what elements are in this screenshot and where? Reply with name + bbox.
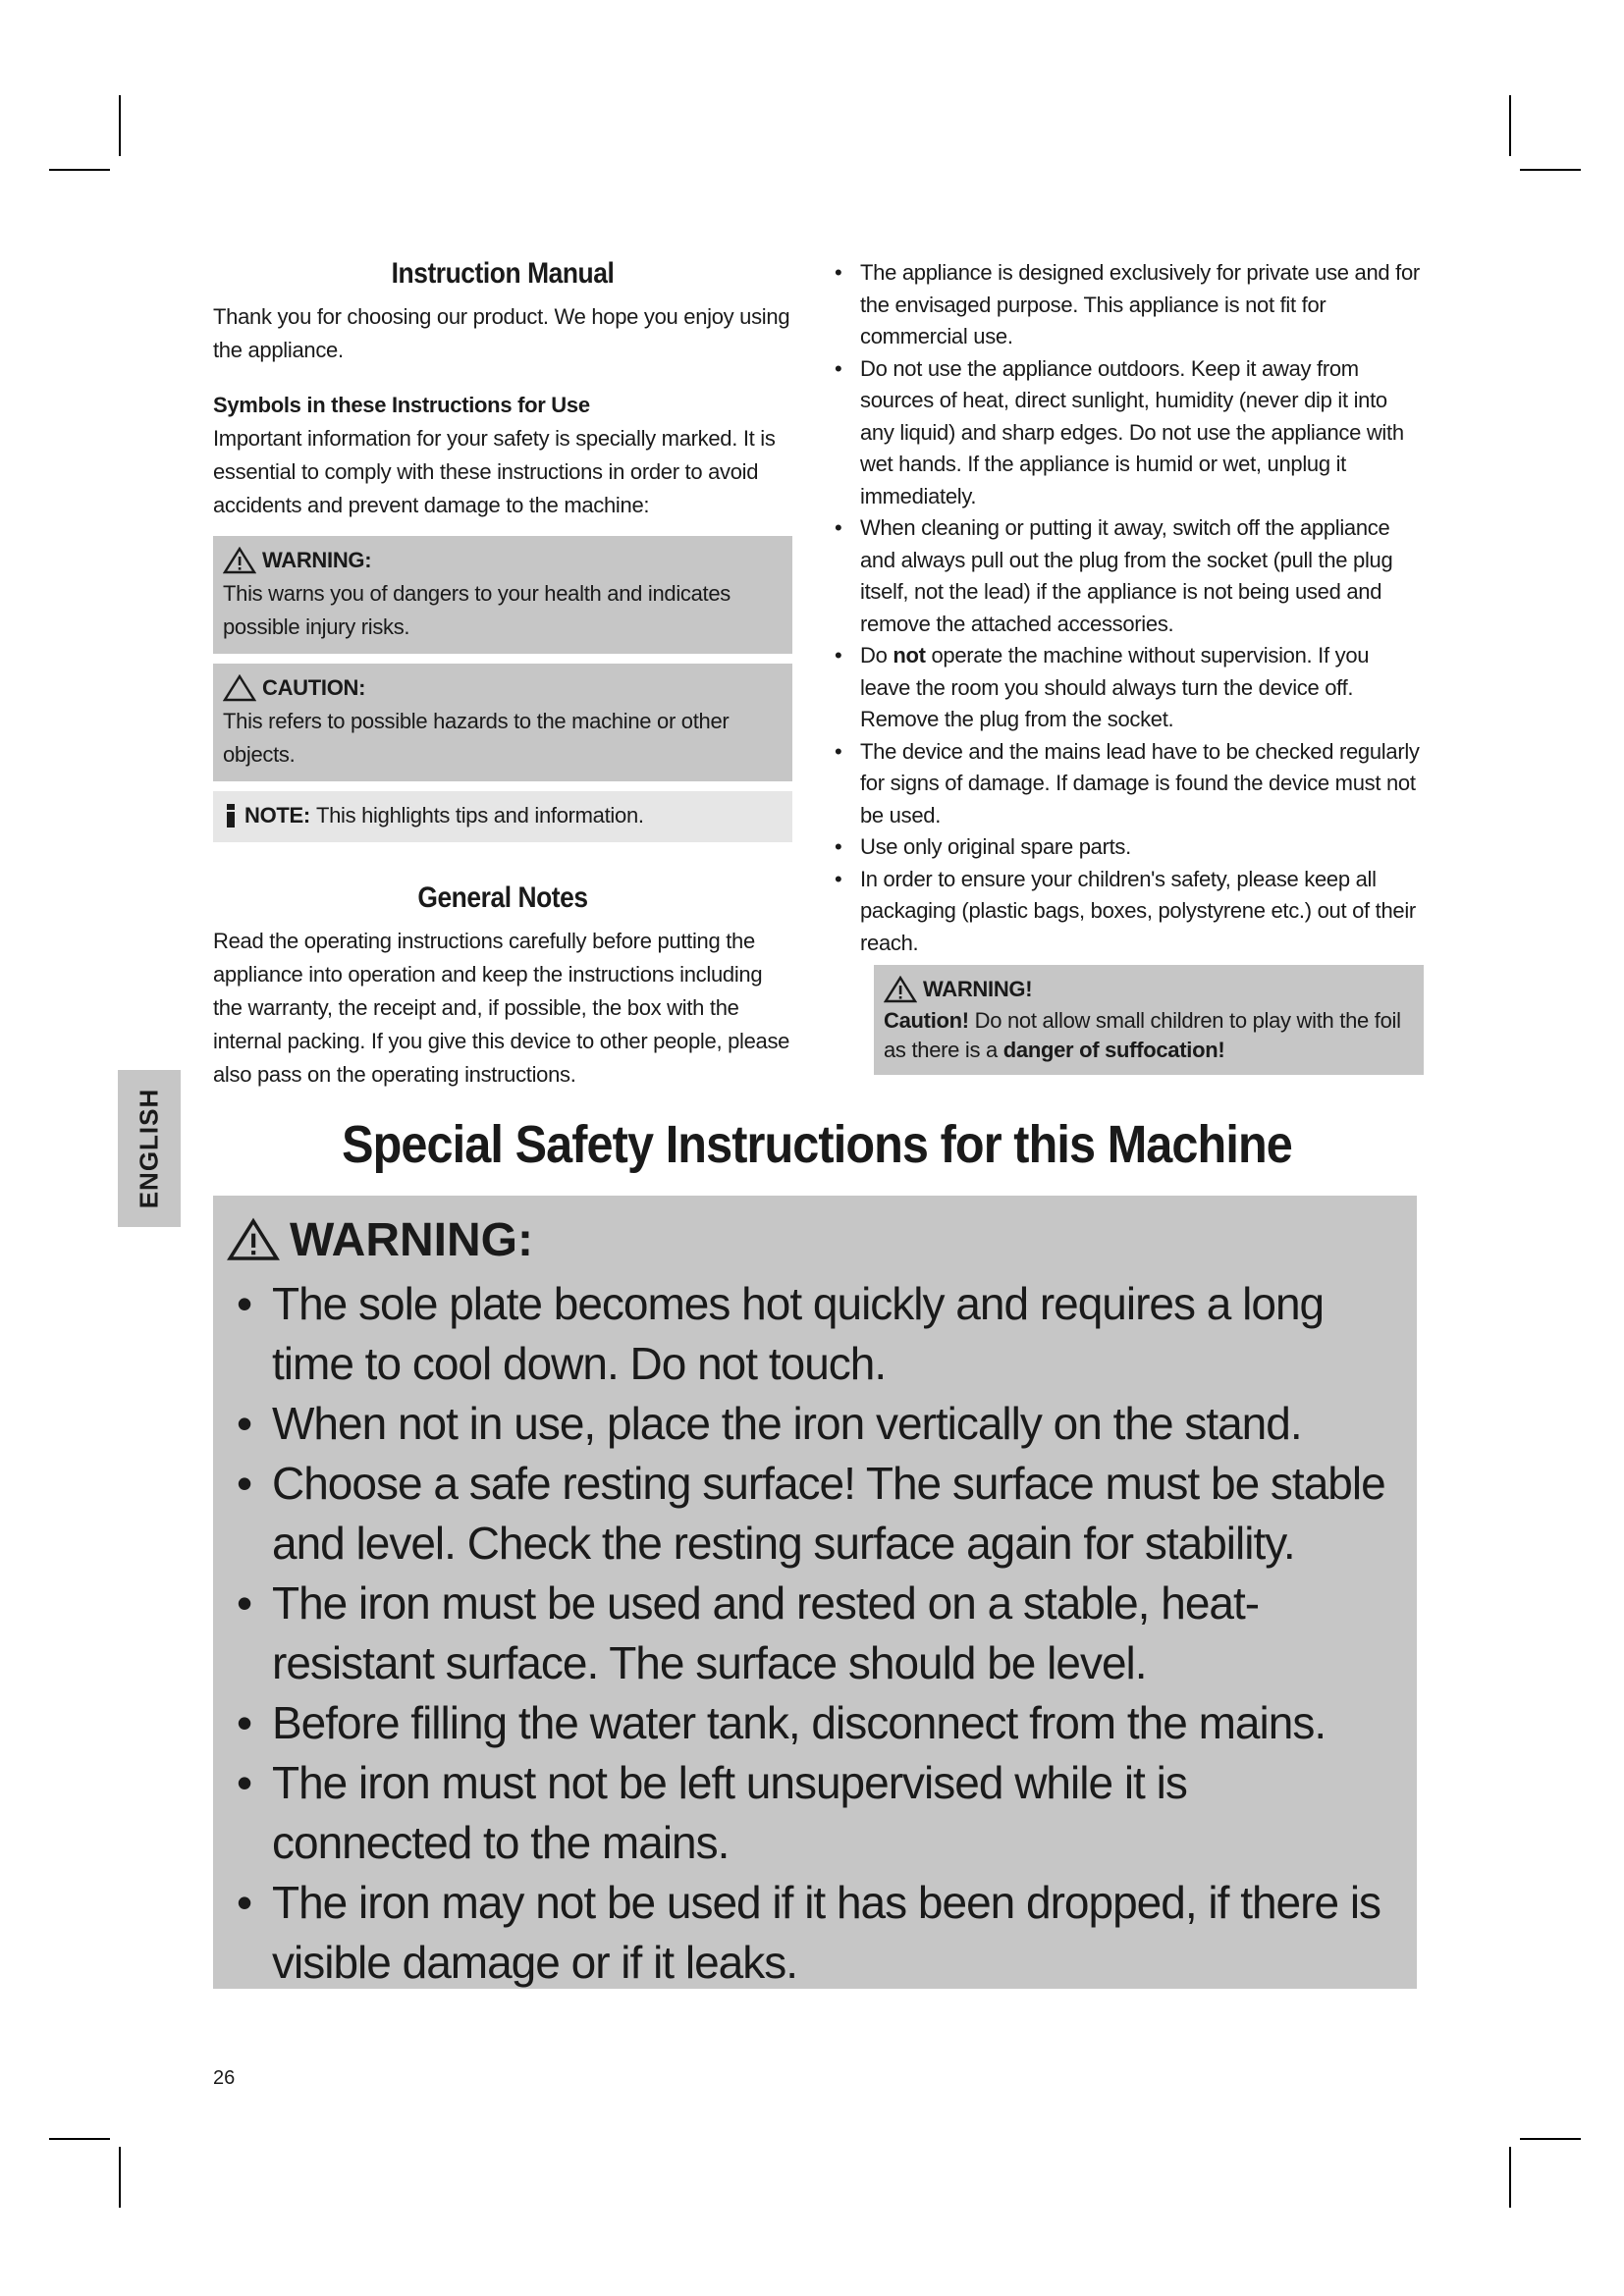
warning-box-header bbox=[223, 544, 783, 577]
list-item: • When not in use, place the iron vertically on the stand. bbox=[227, 1394, 1397, 1454]
list-item: • When cleaning or putting it away, switch off the appliance and always pull out the plug from the socket (pull the plug itself, not the lead) if the appliance is not being used and remove the attached accessories. bbox=[835, 512, 1424, 640]
warning-box bbox=[213, 536, 792, 654]
caution-box-label: CAUTION: bbox=[262, 675, 366, 700]
warning-box-label: WARNING: bbox=[262, 548, 372, 572]
special-warning-label: WARNING: bbox=[290, 1213, 533, 1266]
special-safety-title: Special Safety Instructions for this Machine bbox=[342, 1115, 1292, 1174]
warning-triangle-icon bbox=[223, 547, 256, 574]
note-box-label: NOTE: bbox=[244, 803, 310, 828]
list-item: • The device and the mains lead have to be checked regularly for signs of damage. If damage is found the device must not be used. bbox=[835, 736, 1424, 832]
instruction-manual-title: Instruction Manual bbox=[391, 257, 615, 290]
crop-mark bbox=[1520, 2138, 1581, 2140]
general-notes-text: Read the operating instructions carefully before putting the appliance into operation and keep the instructions including the warranty, the receipt and, if possible, the box with the internal packing. If you give this device to other people, please also pass on the operating instructions. bbox=[213, 929, 790, 1087]
list-item: • Use only original spare parts. bbox=[835, 831, 1424, 864]
note-box-header bbox=[223, 799, 783, 832]
children-warning-header bbox=[884, 973, 1414, 1006]
caution-box-header bbox=[223, 671, 783, 705]
list-item-supervision bbox=[835, 640, 1424, 736]
language-tab bbox=[118, 1070, 181, 1227]
crop-mark bbox=[119, 2147, 121, 2208]
list-item: • In order to ensure your children's safety, please keep all packaging (plastic bags, boxes, polystyrene etc.) out of their reach. bbox=[835, 864, 1424, 960]
crop-mark bbox=[1509, 95, 1511, 156]
note-box-text: This highlights tips and information. bbox=[315, 803, 644, 828]
caution-box bbox=[213, 664, 792, 781]
intro-text: Thank you for choosing our product. We hope you enjoy using the appliance. bbox=[213, 304, 790, 362]
info-icon bbox=[223, 802, 239, 829]
crop-mark bbox=[1509, 2147, 1511, 2208]
list-item: • Do not use the appliance outdoors. Keep it away from sources of heat, direct sunlight, humidity (never dip it into any liquid) and sharp edges. Do not use the appliance with wet hands. If the appliance is humid or wet, unplug it immediately. bbox=[835, 353, 1424, 513]
special-safety-box bbox=[213, 1196, 1417, 1989]
warning-triangle-icon bbox=[227, 1217, 280, 1262]
children-warning-body: Do not allow small children to play with the foil as there is a bbox=[884, 1008, 1401, 1062]
note-box bbox=[213, 791, 792, 842]
supervision-prefix: Do bbox=[860, 643, 893, 667]
special-warning-header bbox=[227, 1205, 1397, 1274]
suffocation-end: ! bbox=[1218, 1038, 1225, 1062]
suffocation-emph: danger of suffocation bbox=[1002, 1038, 1218, 1062]
list-item: • Before filling the water tank, disconnect from the mains. bbox=[227, 1693, 1397, 1753]
supervision-rest: operate the machine without supervision. If you leave the room you should always turn the device off. Remove the plug from the socket. bbox=[860, 643, 1370, 731]
list-item: • The sole plate becomes hot quickly and requires a long time to cool down. Do not touch. bbox=[227, 1274, 1397, 1394]
list-item: • The iron must be used and rested on a stable, heat-resistant surface. The surface should be level. bbox=[227, 1574, 1397, 1693]
right-column bbox=[835, 257, 1424, 1075]
symbols-heading: Symbols in these Instructions for Use bbox=[213, 393, 590, 417]
page-number: 26 bbox=[213, 2067, 236, 2089]
caution-triangle-icon bbox=[223, 674, 256, 702]
children-warning-box bbox=[874, 965, 1424, 1075]
children-warning-label: WARNING! bbox=[923, 977, 1033, 1001]
children-warning-text bbox=[884, 1006, 1414, 1065]
list-item: • The iron must not be left unsupervised while it is connected to the mains. bbox=[227, 1753, 1397, 1873]
crop-mark bbox=[119, 95, 121, 156]
caution-box-text: This refers to possible hazards to the machine or other objects. bbox=[223, 709, 730, 767]
caution-label: Caution! bbox=[884, 1008, 969, 1033]
list-item: • Choose a safe resting surface! The surface must be stable and level. Check the resting surface again for stability. bbox=[227, 1454, 1397, 1574]
special-safety-list bbox=[227, 1274, 1397, 1993]
crop-mark bbox=[49, 169, 110, 171]
warning-box-text: This warns you of dangers to your health and indicates possible injury risks. bbox=[223, 581, 731, 639]
crop-mark bbox=[49, 2138, 110, 2140]
list-item: • The iron may not be used if it has been dropped, if there is visible damage or if it leaks. bbox=[227, 1873, 1397, 1993]
warning-triangle-icon bbox=[884, 976, 917, 1003]
general-notes-list bbox=[835, 257, 1424, 959]
list-item: • The appliance is designed exclusively for private use and for the envisaged purpose. This appliance is not fit for commercial use. bbox=[835, 257, 1424, 353]
general-notes-title: General Notes bbox=[417, 881, 588, 914]
left-column bbox=[213, 257, 792, 1092]
supervision-emph: not bbox=[893, 643, 926, 667]
symbols-text: Important information for your safety is specially marked. It is essential to comply with these instructions in order to avoid accidents and prevent damage to the machine: bbox=[213, 426, 776, 517]
crop-mark bbox=[1520, 169, 1581, 171]
language-label: ENGLISH bbox=[134, 1088, 164, 1209]
